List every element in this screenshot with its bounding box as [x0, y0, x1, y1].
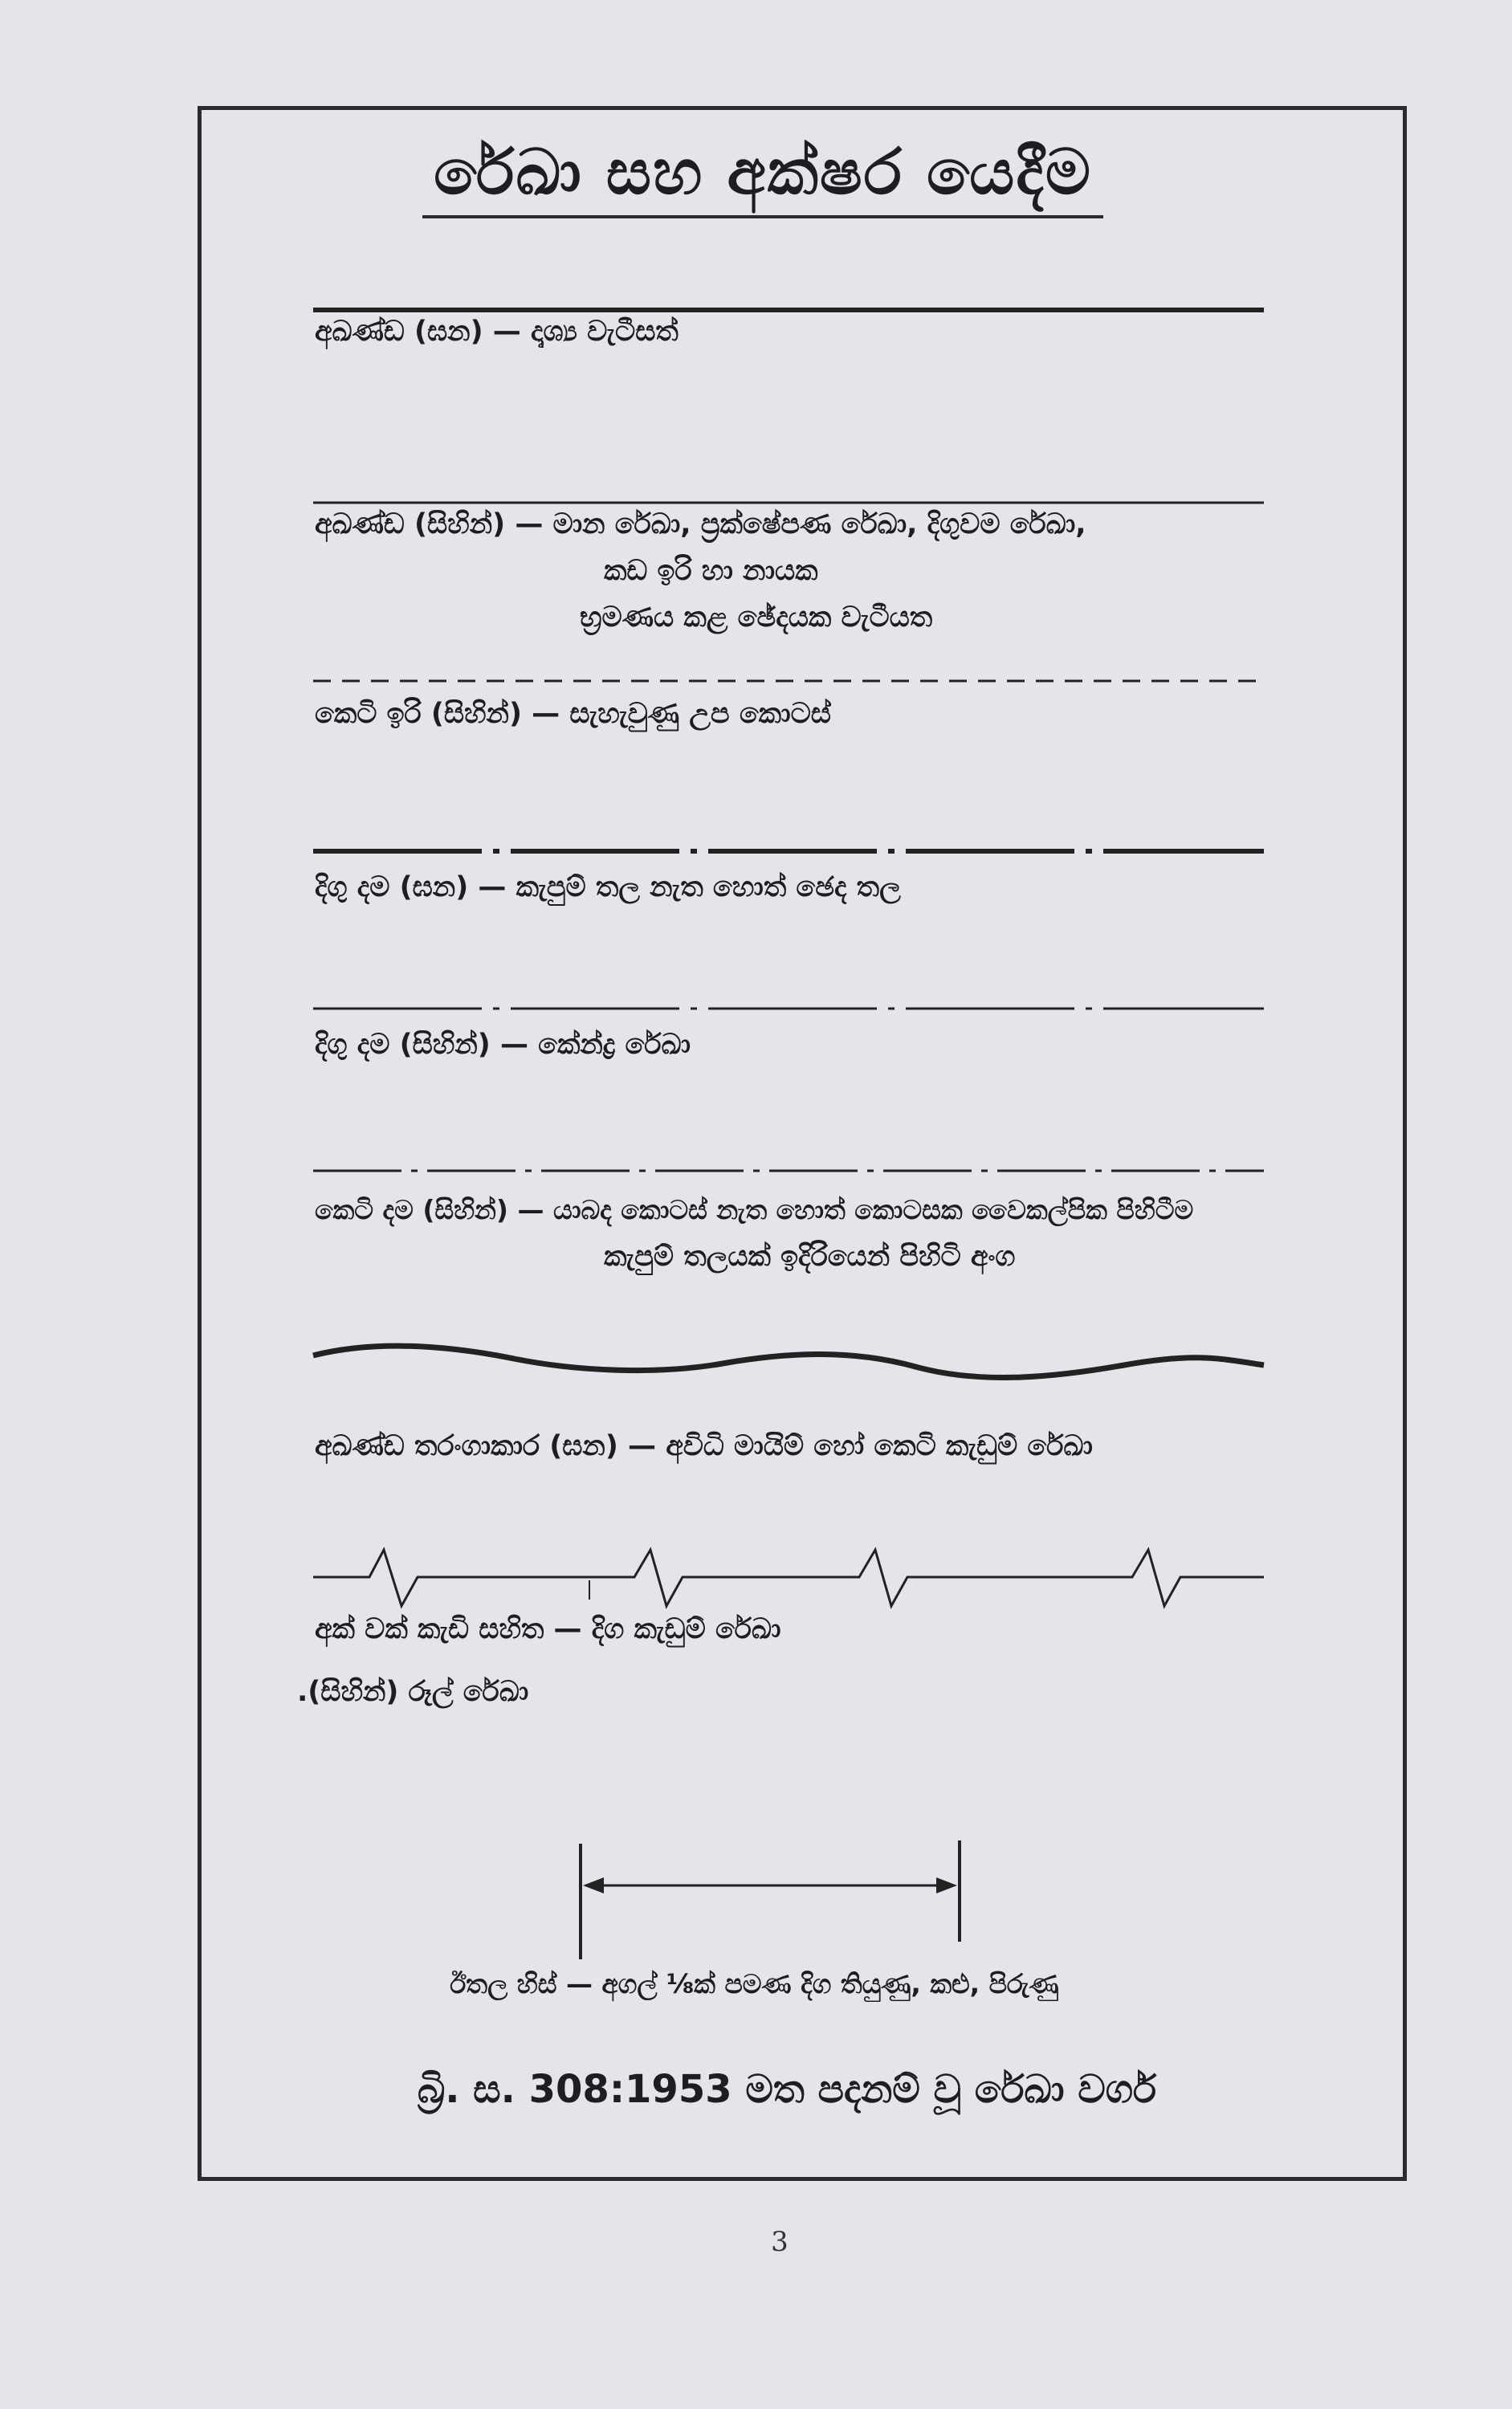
title-underline [422, 215, 1103, 218]
line-label-3: කෙටි ඉරි (සිහින්) — සැහැවුණු උප කොටස් [315, 698, 831, 730]
page-border [198, 106, 1407, 2181]
line-label-9: ඊතල හිස් — අගල් ⅛ක් පමණ දිග තියුණු, කළු, පිරුණු [450, 1968, 1059, 1999]
line-label-6: කෙටි දම (සිහින්) — යාබද කොටස් නැත හොත් කොටසක වෛකල්පික පිහිටීම [315, 1194, 1194, 1225]
page-title: රේඛා සහ අක්ෂර යෙදීම [434, 137, 1092, 209]
line-label-8-continued: .(සිහින්) රූල් රේඛා [297, 1676, 529, 1708]
line-label-2-continued-2: භ්‍රමණය කළ ඡේදයක වැටීයත [580, 601, 933, 634]
line-label-6-continued: කැපුම් තලයක් ඉදිරියෙන් පිහිටි අංග [604, 1241, 1016, 1273]
line-label-7: අඛණ්ඩ තරංගාකාර (ඝන) — අවිධි මායිම් හෝ කෙටි කැඩුම් රේඛා [315, 1430, 1093, 1462]
figure-caption: බ්‍රි. ස. 308:1953 මත පදනම් වූ රේඛා වර්ග [417, 2067, 1157, 2112]
line-label-4: දිගු දම (ඝන) — කැපුම් තල නැත හොත් ඡෙද තල [315, 871, 901, 903]
page-number: 3 [771, 2226, 789, 2258]
line-label-1: අඛණ්ඩ (ඝන) — දෘශ්‍ය වැටීසත් [315, 316, 679, 348]
line-label-5: දිගු දම (සිහින්) — කේන්ද්‍ර රේඛා [315, 1029, 691, 1061]
line-label-2-continued: කඩ ඉරි හා නායක [604, 555, 818, 587]
line-label-8: අක් වක් කැඩි සහිත — දිග කැඩුම් රේඛා [315, 1613, 781, 1645]
line-label-2: අඛණ්ඩ (සිහින්) — මාන රේඛා, ප්‍රක්ෂේපණ රේඛා, දිගුවම රේඛා, [315, 508, 1086, 540]
